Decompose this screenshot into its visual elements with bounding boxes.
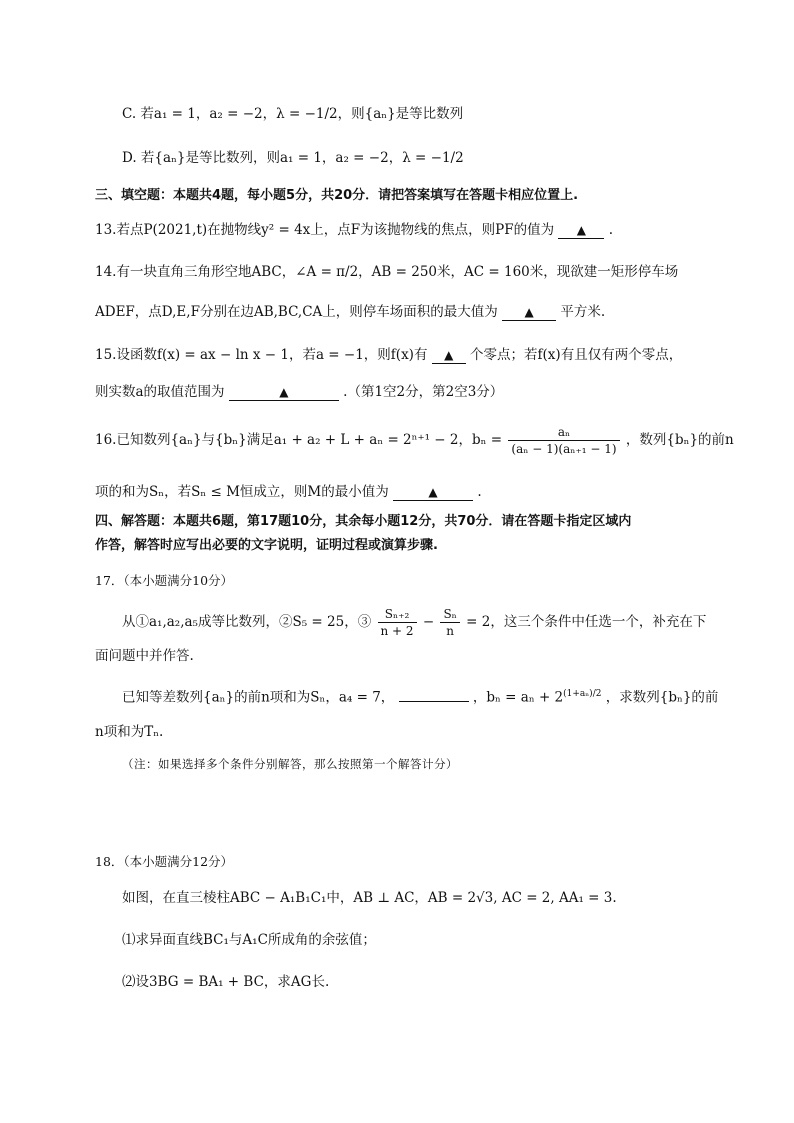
q16-text-b: ，数列{bₙ}的前n xyxy=(625,432,734,448)
q16-text-a: 16.已知数列{aₙ}与{bₙ}满足a₁ + a₂ + L + aₙ = 2ⁿ⁺¹ − 2，bₙ = xyxy=(95,432,503,448)
question-16-line1 xyxy=(95,424,734,457)
q15-answer-blank-1: ▲ xyxy=(432,347,466,364)
q17-text-b: = 2，这三个条件中任选一个，补充在下 xyxy=(466,614,707,630)
q16-bn-denominator: (aₙ − 1)(aₙ₊₁ − 1) xyxy=(511,442,617,456)
q14-answer-blank: ▲ xyxy=(502,304,556,321)
q17-exponent: (1+aₙ)/2 xyxy=(563,689,602,699)
q17-text-d: ，bₙ = aₙ + 2 xyxy=(472,689,564,706)
q13-answer-blank: ▲ xyxy=(558,222,604,239)
q17-cond3-minus: − xyxy=(422,614,435,630)
q13-text: 13.若点P(2021,t)在抛物线y² = 4x上，点F为该抛物线的焦点，则PF的值为 xyxy=(95,222,555,238)
q17-cond3-den2: n xyxy=(446,624,455,638)
q17-cond3-frac2 xyxy=(440,606,459,639)
question-14-line2 xyxy=(95,302,724,322)
question-17-title: 17．（本小题满分10分） xyxy=(95,573,234,588)
q16-text-c: 项的和为Sₙ，若Sₙ ≤ M恒成立，则M的最小值为 xyxy=(95,484,389,500)
q17-condition-blank xyxy=(399,701,469,702)
question-18-part2: ⑵设3BG = BA₁ + BC，求AG长. xyxy=(122,974,330,990)
section4-heading-line2: 作答，解答时应写出必要的文字说明，证明过程或演算步骤. xyxy=(95,538,438,553)
option-d xyxy=(122,148,724,168)
question-15-line2 xyxy=(95,382,724,402)
q17-cond3-num2: Sₙ xyxy=(440,606,459,623)
option-c xyxy=(122,104,724,124)
question-18-part1: ⑴求异面直线BC₁与A₁C所成角的余弦值； xyxy=(122,932,376,948)
question-14-line1: 14.有一块直角三角形空地ABC，∠A = π/2，AB = 250米，AC = 160米，现欲建一矩形停车场 xyxy=(95,264,679,280)
q17-cond3-frac1 xyxy=(378,606,417,639)
q16-end: . xyxy=(477,484,482,500)
question-13 xyxy=(95,220,724,240)
q15-text-d: .（第1空2分，第2空3分） xyxy=(343,384,504,400)
q16-bn-numerator: aₙ xyxy=(508,424,619,441)
q17-text-a: 从①a₁,a₂,a₅成等比数列，②S₅ = 25，③ xyxy=(122,614,372,630)
question-17-line2: 面问题中并作答. xyxy=(95,648,194,664)
question-18-title: 18．（本小题满分12分） xyxy=(95,854,234,869)
q15-text-b: 个零点；若f(x)有且仅有两个零点， xyxy=(470,347,683,363)
q17-cond3-num1: Sₙ₊₂ xyxy=(378,606,417,623)
q14-unit: 平方米. xyxy=(560,304,606,320)
option-d-text: D. 若{aₙ}是等比数列，则a₁ = 1，a₂ = −2，λ = −1/2 xyxy=(122,150,464,166)
q14-text: ADEF，点D,E,F分别在边AB,BC,CA上，则停车场面积的最大值为 xyxy=(95,304,498,320)
q16-bn-fraction xyxy=(508,424,619,457)
q16-answer-blank: ▲ xyxy=(393,484,473,501)
question-16-line2 xyxy=(95,482,724,502)
option-c-text: C. 若a₁ = 1，a₂ = −2，λ = −1/2，则{aₙ}是等比数列 xyxy=(122,106,464,122)
question-17-line4: n项和为Tₙ. xyxy=(95,724,164,740)
q17-cond3-den1: n + 2 xyxy=(380,624,414,638)
question-17-note: （注：如果选择多个条件分别解答，那么按照第一个解答计分） xyxy=(122,757,458,771)
section3-heading: 三、填空题：本题共4题，每小题5分，共20分．请把答案填写在答题卡相应位置上. xyxy=(95,188,579,203)
q15-answer-blank-2: ▲ xyxy=(229,384,339,401)
section4-heading-line1: 四、解答题：本题共6题，第17题10分，其余每小题12分，共70分．请在答题卡指定区域内 xyxy=(95,514,632,529)
q15-text-c: 则实数a的取值范围为 xyxy=(95,384,225,400)
question-17-line3 xyxy=(122,684,724,708)
question-15-line1 xyxy=(95,345,724,365)
q15-text-a: 15.设函数f(x) = ax − ln x − 1，若a = −1，则f(x)有 xyxy=(95,347,428,363)
q17-text-c: 已知等差数列{aₙ}的前n项和为Sₙ，a₄ = 7， xyxy=(122,689,395,706)
q17-text-e: ，求数列{bₙ}的前 xyxy=(605,689,719,706)
question-18-line1: 如图，在直三棱柱ABC − A₁B₁C₁中，AB ⊥ AC，AB = 2√3, AC = 2, AA₁ = 3. xyxy=(122,890,617,906)
q13-end: . xyxy=(608,222,614,238)
question-17-line1 xyxy=(122,606,724,639)
